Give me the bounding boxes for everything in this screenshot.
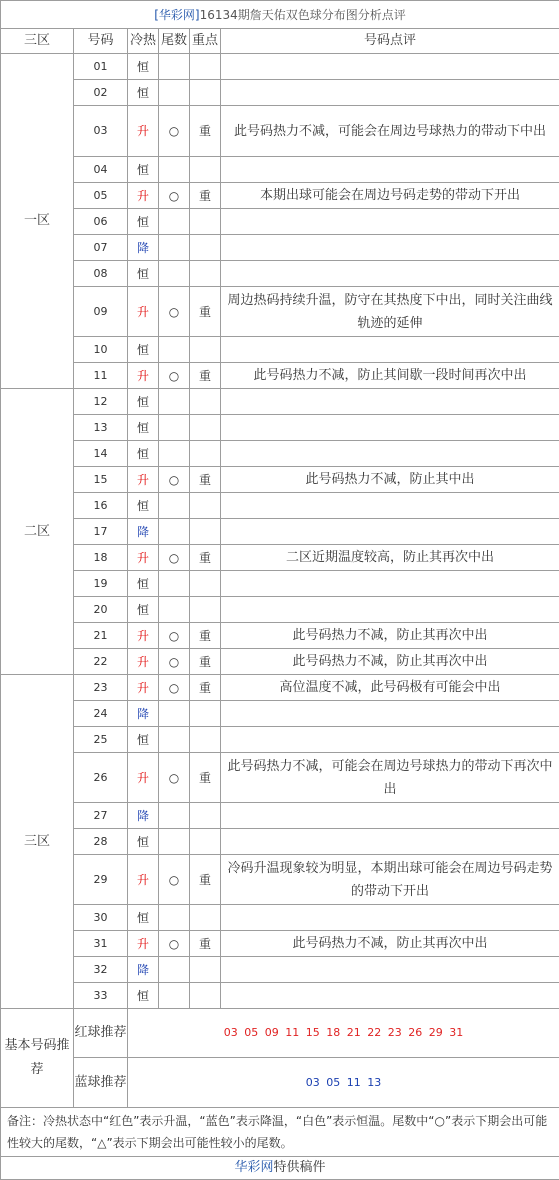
header-row [1,29,559,54]
number-comment: 周边热码持续升温，防守在其热度下中出，同时关注曲线轨迹的延伸 [221,287,559,337]
ball-number: 24 [74,701,128,727]
key-mark: 重 [190,675,221,701]
tail-mark: ○ [159,623,190,649]
tail-mark [159,493,190,519]
table-row [1,363,559,389]
number-comment: 本期出球可能会在周边号码走势的带动下开出 [221,183,559,209]
key-mark [190,597,221,623]
key-mark [190,389,221,415]
temperature-state: 恒 [128,80,159,106]
temperature-state: 升 [128,363,159,389]
temperature-state: 恒 [128,905,159,931]
key-mark [190,701,221,727]
temperature-state: 升 [128,855,159,905]
key-mark: 重 [190,183,221,209]
temperature-state: 恒 [128,261,159,287]
temperature-state: 降 [128,519,159,545]
number-comment [221,209,559,235]
table-row [1,54,559,80]
number-comment: 此号码热力不减，防止其中出 [221,467,559,493]
tail-mark [159,983,190,1009]
red-recommend-numbers: 03 05 09 11 15 18 21 22 23 26 29 31 [128,1009,559,1058]
table-row [1,931,559,957]
table-row [1,905,559,931]
key-mark [190,415,221,441]
header-comment: 号码点评 [221,29,559,54]
temperature-state: 恒 [128,727,159,753]
key-mark [190,905,221,931]
tail-mark: ○ [159,363,190,389]
tail-mark [159,209,190,235]
key-mark [190,957,221,983]
number-comment [221,803,559,829]
temperature-state: 降 [128,701,159,727]
number-comment [221,727,559,753]
key-mark [190,803,221,829]
temperature-state: 升 [128,623,159,649]
header-temperature: 冷热 [128,29,159,54]
tail-mark [159,701,190,727]
ball-number: 01 [74,54,128,80]
temperature-state: 升 [128,649,159,675]
number-comment: 此号码热力不减，防止其再次中出 [221,931,559,957]
key-mark [190,337,221,363]
recommend-red-row [1,1009,559,1058]
ball-number: 25 [74,727,128,753]
temperature-state: 恒 [128,571,159,597]
footer-row [1,1157,559,1180]
ball-number: 27 [74,803,128,829]
table-row [1,261,559,287]
key-mark [190,209,221,235]
ball-number: 14 [74,441,128,467]
temperature-state: 恒 [128,157,159,183]
tail-mark [159,905,190,931]
tail-mark [159,727,190,753]
ball-number: 21 [74,623,128,649]
temperature-state: 升 [128,753,159,803]
ball-number: 16 [74,493,128,519]
number-comment [221,493,559,519]
key-mark [190,727,221,753]
key-mark [190,519,221,545]
number-comment: 此号码热力不减，防止其间歇一段时间再次中出 [221,363,559,389]
key-mark: 重 [190,855,221,905]
table-row [1,467,559,493]
tail-mark [159,957,190,983]
key-mark: 重 [190,623,221,649]
table-row [1,829,559,855]
number-comment: 此号码热力不减，可能会在周边号球热力的带动下再次中出 [221,753,559,803]
number-comment [221,597,559,623]
blue-recommend-numbers: 03 05 11 13 [128,1058,559,1108]
page-title [1,1,559,29]
key-mark: 重 [190,753,221,803]
tail-mark [159,519,190,545]
tail-mark [159,597,190,623]
tail-mark: ○ [159,106,190,157]
key-mark [190,829,221,855]
ball-number: 05 [74,183,128,209]
tail-mark: ○ [159,545,190,571]
table-row [1,701,559,727]
ball-number: 09 [74,287,128,337]
zone-label: 一区 [1,54,74,389]
key-mark [190,157,221,183]
ball-number: 22 [74,649,128,675]
ball-number: 06 [74,209,128,235]
number-comment [221,415,559,441]
number-comment [221,441,559,467]
table-row [1,441,559,467]
ball-number: 28 [74,829,128,855]
number-comment [221,571,559,597]
zone-label: 三区 [1,675,74,1009]
table-row [1,753,559,803]
tail-mark [159,54,190,80]
footer-brand[interactable]: 华彩网 [234,1160,273,1175]
key-mark [190,235,221,261]
tail-mark: ○ [159,287,190,337]
ball-number: 20 [74,597,128,623]
ball-number: 26 [74,753,128,803]
temperature-state: 恒 [128,441,159,467]
table-row [1,571,559,597]
key-mark [190,261,221,287]
ball-number: 23 [74,675,128,701]
temperature-state: 恒 [128,389,159,415]
table-row [1,157,559,183]
key-mark [190,571,221,597]
tail-mark [159,235,190,261]
number-comment [221,235,559,261]
header-zone: 三区 [1,29,74,54]
tail-mark [159,571,190,597]
tail-mark [159,337,190,363]
tail-mark: ○ [159,467,190,493]
table-row [1,855,559,905]
header-number: 号码 [74,29,128,54]
ball-number: 07 [74,235,128,261]
temperature-state: 恒 [128,415,159,441]
table-row [1,337,559,363]
temperature-state: 升 [128,287,159,337]
table-row [1,389,559,415]
header-key: 重点 [190,29,221,54]
temperature-state: 升 [128,106,159,157]
ball-number: 10 [74,337,128,363]
footer-text: 特供稿件 [274,1160,326,1175]
number-comment: 此号码热力不减，可能会在周边号球热力的带动下中出 [221,106,559,157]
ball-number: 08 [74,261,128,287]
key-mark: 重 [190,363,221,389]
ball-number: 12 [74,389,128,415]
table-row [1,183,559,209]
table-row [1,493,559,519]
table-row [1,519,559,545]
temperature-state: 恒 [128,54,159,80]
number-comment [221,829,559,855]
number-comment [221,983,559,1009]
key-mark: 重 [190,931,221,957]
number-comment: 此号码热力不减，防止其再次中出 [221,649,559,675]
ball-number: 19 [74,571,128,597]
number-comment [221,261,559,287]
recommend-label: 基本号码推荐 [1,1009,74,1108]
key-mark: 重 [190,467,221,493]
title-text: 16134期詹天佑双色球分布图分析点评 [200,8,406,22]
key-mark [190,441,221,467]
temperature-state: 恒 [128,337,159,363]
tail-mark [159,415,190,441]
tail-mark [159,261,190,287]
tail-mark [159,157,190,183]
ball-number: 29 [74,855,128,905]
temperature-state: 升 [128,545,159,571]
ball-number: 13 [74,415,128,441]
temperature-state: 恒 [128,983,159,1009]
number-comment [221,80,559,106]
ball-number: 04 [74,157,128,183]
number-comment [221,54,559,80]
key-mark: 重 [190,106,221,157]
key-mark: 重 [190,287,221,337]
tail-mark [159,441,190,467]
table-row [1,415,559,441]
recommend-blue-row [1,1058,559,1108]
table-row [1,545,559,571]
temperature-state: 降 [128,235,159,261]
ball-number: 03 [74,106,128,157]
table-row [1,623,559,649]
tail-mark: ○ [159,183,190,209]
temperature-state: 恒 [128,493,159,519]
tail-mark [159,829,190,855]
tail-mark [159,803,190,829]
footer [1,1157,559,1180]
title-brand[interactable]: [华彩网] [154,8,199,22]
number-comment [221,519,559,545]
temperature-state: 恒 [128,829,159,855]
tail-mark: ○ [159,675,190,701]
key-mark [190,80,221,106]
tail-mark: ○ [159,855,190,905]
table-row [1,209,559,235]
number-comment: 二区近期温度较高，防止其再次中出 [221,545,559,571]
temperature-state: 升 [128,467,159,493]
table-row [1,106,559,157]
ball-number: 02 [74,80,128,106]
table-row [1,235,559,261]
temperature-state: 升 [128,931,159,957]
number-comment [221,905,559,931]
red-recommend-label: 红球推荐 [74,1009,128,1058]
table-row [1,597,559,623]
ball-number: 30 [74,905,128,931]
table-row [1,803,559,829]
key-mark [190,493,221,519]
temperature-state: 降 [128,957,159,983]
note-row [1,1108,559,1157]
tail-mark [159,80,190,106]
number-comment: 冷码升温现象较为明显，本期出球可能会在周边号码走势的带动下开出 [221,855,559,905]
ball-number: 15 [74,467,128,493]
key-mark [190,54,221,80]
number-comment: 高位温度不减，此号码极有可能会中出 [221,675,559,701]
blue-recommend-label: 蓝球推荐 [74,1058,128,1108]
tail-mark: ○ [159,931,190,957]
ball-number: 31 [74,931,128,957]
number-comment [221,337,559,363]
number-comment [221,157,559,183]
key-mark: 重 [190,545,221,571]
temperature-state: 恒 [128,597,159,623]
ball-number: 11 [74,363,128,389]
table-row [1,649,559,675]
key-mark: 重 [190,649,221,675]
ball-number: 17 [74,519,128,545]
key-mark [190,983,221,1009]
table-row [1,287,559,337]
number-comment: 此号码热力不减，防止其再次中出 [221,623,559,649]
table-row [1,80,559,106]
ball-number: 32 [74,957,128,983]
number-comment [221,957,559,983]
ball-number: 33 [74,983,128,1009]
note-text: 备注：冷热状态中“红色”表示升温，“蓝色”表示降温，“白色”表示恒温。尾数中“○”表示下期会出可能性较大的尾数，“△”表示下期会出可能性较小的尾数。 [1,1108,559,1157]
ball-number: 18 [74,545,128,571]
tail-mark: ○ [159,753,190,803]
temperature-state: 升 [128,183,159,209]
table-row [1,983,559,1009]
table-row [1,675,559,701]
temperature-state: 升 [128,675,159,701]
table-row [1,727,559,753]
table-row [1,957,559,983]
number-comment [221,701,559,727]
number-comment [221,389,559,415]
temperature-state: 降 [128,803,159,829]
tail-mark [159,389,190,415]
temperature-state: 恒 [128,209,159,235]
zone-label: 二区 [1,389,74,675]
tail-mark: ○ [159,649,190,675]
header-tail: 尾数 [159,29,190,54]
